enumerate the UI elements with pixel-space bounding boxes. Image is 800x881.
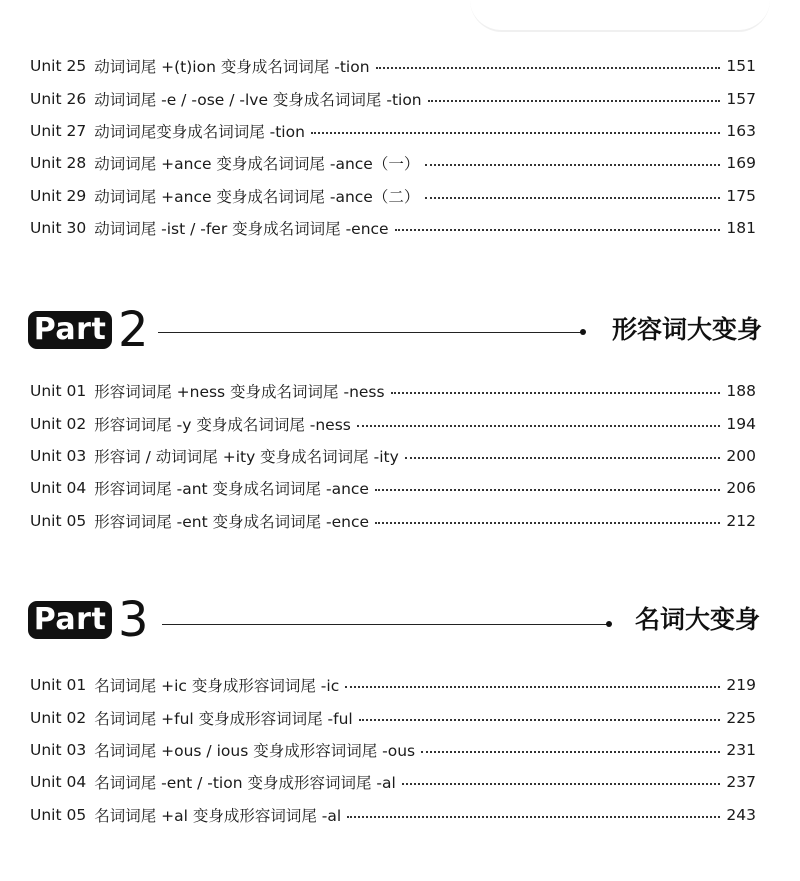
toc-page-number: 206 — [726, 479, 756, 498]
part-title: 名词大变身 — [634, 605, 760, 634]
toc-page-number: 169 — [726, 154, 756, 173]
part3-header — [28, 594, 762, 650]
toc-entry-title: 动词词尾 +ance 变身成名词词尾 -ance（一） — [94, 155, 420, 174]
toc-unit-label: Unit 29 — [30, 186, 87, 205]
toc-leader-dots — [345, 686, 720, 688]
toc-page-number: 212 — [726, 511, 756, 530]
toc-unit-label: Unit 05 — [30, 511, 87, 530]
toc-entry[interactable] — [30, 212, 756, 244]
toc-page-number: 219 — [726, 676, 756, 695]
toc-leader-dots — [425, 197, 720, 199]
toc-unit-label: Unit 04 — [30, 479, 87, 498]
toc-unit-label: Unit 03 — [30, 740, 87, 759]
toc-entry[interactable] — [30, 147, 756, 179]
toc-leader-dots — [391, 392, 721, 394]
toc-leader-dots — [428, 100, 721, 102]
part-badge: Part — [28, 311, 112, 349]
toc-entry-title: 名词词尾 +al 变身成形容词词尾 -al — [94, 806, 342, 825]
toc-entry-title: 动词词尾变身成名词词尾 -tion — [94, 122, 305, 141]
toc-entry-title: 动词词尾 +ance 变身成名词词尾 -ance（二） — [94, 187, 420, 206]
toc-entry-title: 名词词尾 +ic 变身成形容词词尾 -ic — [94, 677, 340, 696]
toc-leader-dots — [311, 132, 720, 134]
toc-leader-dots — [375, 522, 720, 524]
toc-unit-label: Unit 03 — [30, 446, 87, 465]
part-divider-dot — [580, 329, 586, 335]
toc-entry[interactable] — [30, 82, 756, 114]
toc-entry[interactable] — [30, 115, 756, 147]
toc-page-number: 181 — [726, 219, 756, 238]
toc-page-number: 237 — [726, 773, 756, 792]
toc-entry-title: 名词词尾 +ous / ious 变身成形容词词尾 -ous — [94, 741, 416, 760]
toc-unit-label: Unit 05 — [30, 805, 87, 824]
toc-page-number: 188 — [726, 382, 756, 401]
toc-leader-dots — [375, 489, 720, 491]
toc-leader-dots — [405, 457, 721, 459]
bleed-through-decoration — [470, 0, 770, 32]
toc-entry[interactable] — [30, 407, 756, 439]
toc-unit-label: Unit 25 — [30, 57, 87, 76]
part-divider-dot — [606, 621, 612, 627]
toc-entry-title: 形容词词尾 +ness 变身成名词词尾 -ness — [94, 383, 385, 402]
toc-entry[interactable] — [30, 701, 756, 733]
toc-entry[interactable] — [30, 375, 756, 407]
toc-entry-title: 形容词词尾 -ent 变身成名词词尾 -ence — [94, 512, 370, 531]
toc-unit-label: Unit 30 — [30, 219, 87, 238]
toc-leader-dots — [376, 67, 721, 69]
toc-page-number: 243 — [726, 805, 756, 824]
toc-leader-dots — [357, 425, 721, 427]
toc-unit-label: Unit 02 — [30, 708, 87, 727]
toc-section-part1-end — [30, 50, 756, 244]
toc-page-number: 157 — [726, 89, 756, 108]
toc-entry[interactable] — [30, 440, 756, 472]
toc-section-part3 — [30, 669, 756, 831]
toc-entry[interactable] — [30, 734, 756, 766]
toc-entry-title: 名词词尾 +ful 变身成形容词词尾 -ful — [94, 709, 353, 728]
toc-leader-dots — [347, 816, 720, 818]
part-number: 2 — [118, 302, 149, 358]
toc-entry[interactable] — [30, 472, 756, 504]
toc-unit-label: Unit 01 — [30, 382, 87, 401]
part-divider-line — [158, 332, 582, 333]
toc-entry-title: 动词词尾 -ist / -fer 变身成名词词尾 -ence — [94, 220, 389, 239]
toc-entry-title: 形容词词尾 -y 变身成名词词尾 -ness — [94, 415, 351, 434]
toc-page-number: 163 — [726, 121, 756, 140]
toc-leader-dots — [395, 229, 721, 231]
toc-page-number: 231 — [726, 740, 756, 759]
toc-entry[interactable] — [30, 50, 756, 82]
toc-entry[interactable] — [30, 799, 756, 831]
toc-entry-title: 动词词尾 -e / -ose / -lve 变身成名词词尾 -tion — [94, 90, 422, 109]
toc-entry[interactable] — [30, 505, 756, 537]
toc-entry[interactable] — [30, 766, 756, 798]
part-badge: Part — [28, 601, 112, 639]
toc-entry-title: 形容词 / 动词词尾 +ity 变身成名词词尾 -ity — [94, 447, 399, 466]
toc-unit-label: Unit 04 — [30, 773, 87, 792]
part-divider-line — [162, 624, 608, 625]
toc-section-part2 — [30, 375, 756, 537]
toc-page-number: 151 — [726, 57, 756, 76]
toc-leader-dots — [402, 783, 721, 785]
toc-leader-dots — [359, 719, 721, 721]
part2-header — [28, 304, 762, 360]
toc-page-number: 175 — [726, 186, 756, 205]
toc-entry-title: 动词词尾 +(t)ion 变身成名词词尾 -tion — [94, 58, 370, 77]
toc-unit-label: Unit 28 — [30, 154, 87, 173]
toc-leader-dots — [425, 164, 720, 166]
toc-page-number: 200 — [726, 446, 756, 465]
toc-unit-label: Unit 27 — [30, 121, 87, 140]
toc-page-number: 194 — [726, 414, 756, 433]
toc-unit-label: Unit 01 — [30, 676, 87, 695]
part-title: 形容词大变身 — [611, 315, 762, 344]
toc-entry[interactable] — [30, 180, 756, 212]
toc-unit-label: Unit 26 — [30, 89, 87, 108]
toc-page-number: 225 — [726, 708, 756, 727]
part-number: 3 — [118, 592, 149, 648]
toc-entry-title: 形容词词尾 -ant 变身成名词词尾 -ance — [94, 480, 369, 499]
toc-leader-dots — [421, 751, 720, 753]
toc-unit-label: Unit 02 — [30, 414, 87, 433]
toc-entry[interactable] — [30, 669, 756, 701]
toc-entry-title: 名词词尾 -ent / -tion 变身成形容词词尾 -al — [94, 774, 396, 793]
